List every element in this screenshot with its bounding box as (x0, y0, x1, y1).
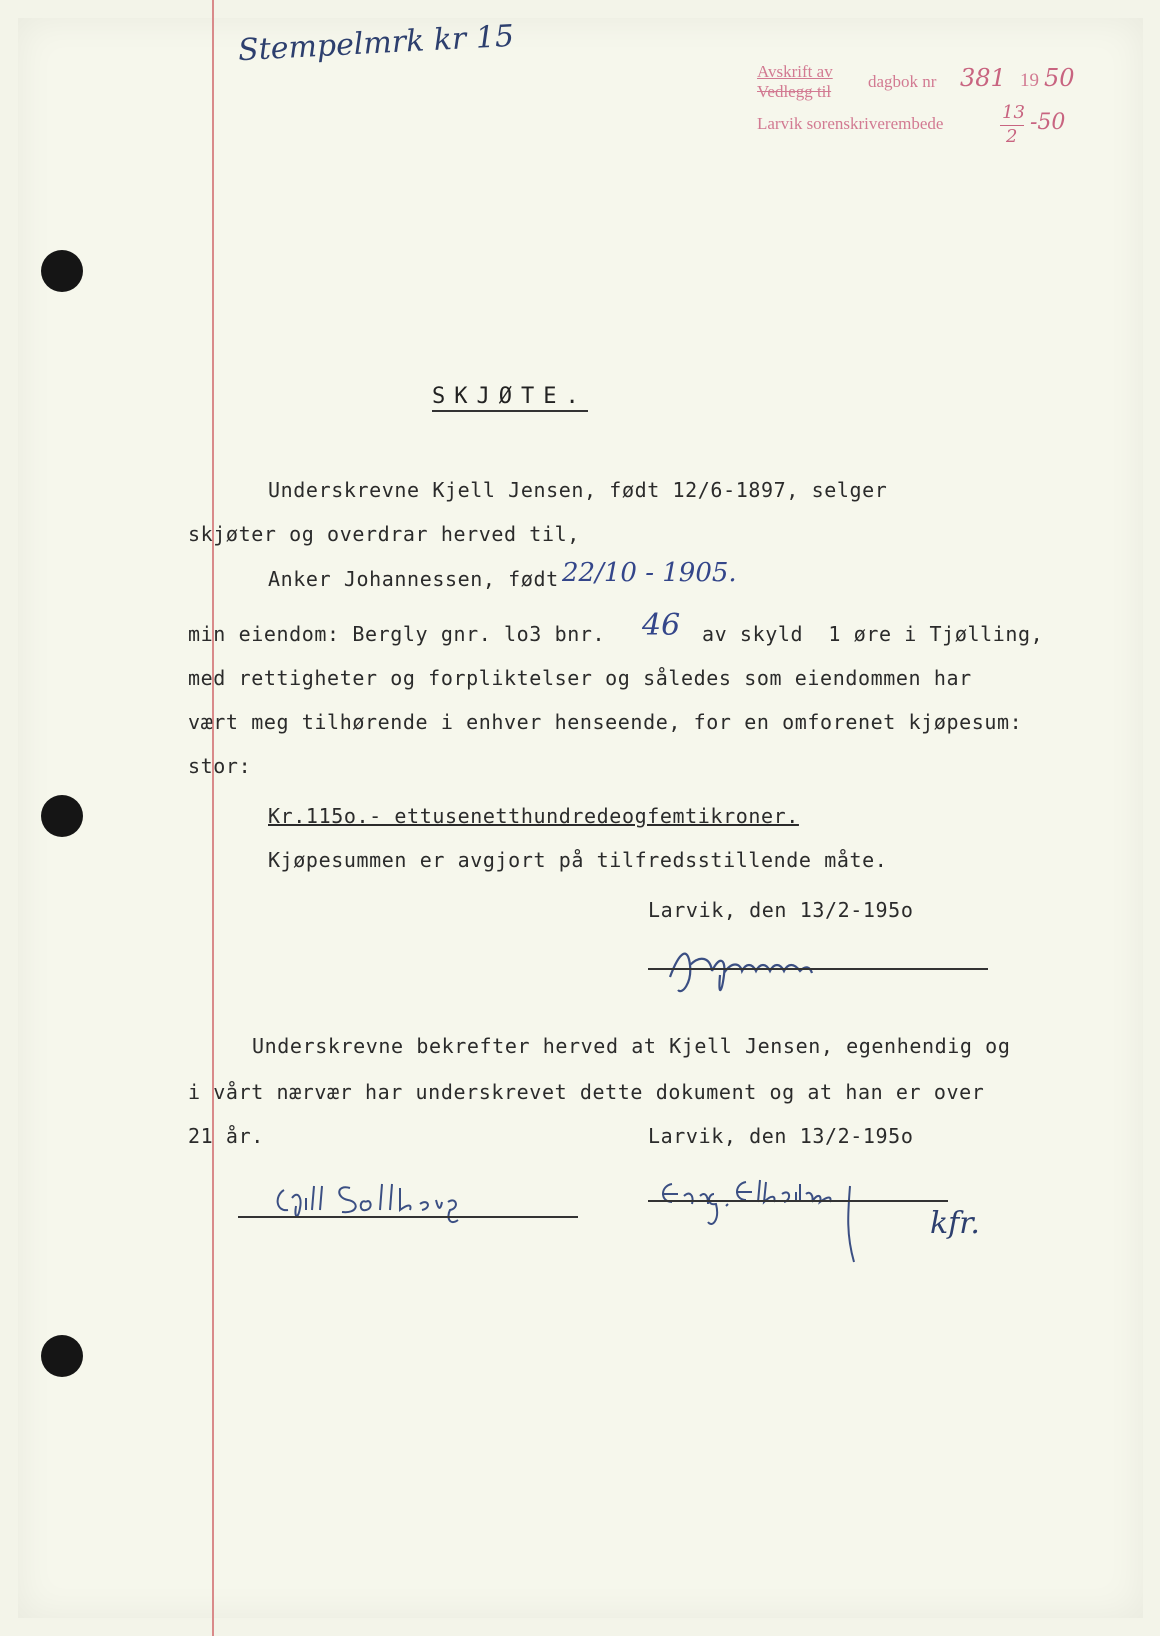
registry-stamp-line1: Avskrift av (757, 62, 833, 81)
body-line-4-tail: av skyld 1 øre i Tjølling, (702, 622, 1044, 646)
body-line-2: skjøter og overdrar herved til, (188, 522, 580, 546)
registry-dagbok-label: dagbok nr (868, 72, 937, 91)
purchase-amount: Kr.115o.- ettusenetthundredeogfemtikroner. (268, 804, 799, 828)
registry-year-prefix: 19 (1020, 70, 1039, 91)
body-line-7: stor: (188, 754, 252, 778)
punch-hole (41, 795, 83, 837)
witness-2-signature (650, 1164, 950, 1264)
stamp-duty-note: Stempelmrk kr 15 (237, 18, 515, 69)
document-title: SKJØTE. (432, 384, 588, 412)
registry-year: 50 (1044, 64, 1075, 92)
witness-initials: kfr. (930, 1206, 980, 1241)
witness-line-2: i vårt nærvær har underskrevet dette dokument og at han er over (188, 1080, 985, 1104)
body-line-5: med rettigheter og forpliktelser og således som eiendommen har (188, 666, 972, 690)
body-line-6: vært meg tilhørende i enhver henseende, for en omforenet kjøpesum: (188, 710, 1023, 734)
registry-date-month: 2 (1006, 126, 1018, 147)
body-line-1: Underskrevne Kjell Jensen, født 12/6-1897, selger (268, 478, 888, 502)
seller-place-date: Larvik, den 13/2-195o (648, 898, 914, 922)
witness-1-signature-line (238, 1216, 578, 1218)
body-line-9: Kjøpesummen er avgjort på tilfredsstillende måte. (268, 848, 888, 872)
margin-line (212, 0, 214, 1636)
body-line-3: Anker Johannessen, født (268, 567, 559, 591)
witness-1-signature (270, 1168, 540, 1228)
registry-date-year: -50 (1030, 110, 1066, 135)
punch-hole (41, 1335, 83, 1377)
registry-stamp-line1b: Vedlegg til (757, 82, 832, 101)
witness-line-1: Underskrevne bekrefter herved at Kjell Jensen, egenhendig og (252, 1034, 1011, 1058)
seller-signature (660, 935, 920, 1005)
handwritten-bnr: 46 (642, 608, 681, 643)
witness-line-3: 21 år. (188, 1124, 264, 1148)
seller-signature-line (648, 968, 988, 970)
punch-hole (41, 250, 83, 292)
registry-office: Larvik sorenskriverembede (757, 114, 944, 133)
witness-place-date: Larvik, den 13/2-195o (648, 1124, 914, 1148)
registry-number: 381 (960, 64, 1006, 92)
body-line-4: min eiendom: Bergly gnr. lo3 bnr. (188, 622, 606, 646)
witness-2-signature-line (648, 1200, 948, 1202)
registry-date-day: 13 (1002, 102, 1025, 123)
handwritten-birthdate: 22/10 - 1905. (562, 558, 737, 588)
